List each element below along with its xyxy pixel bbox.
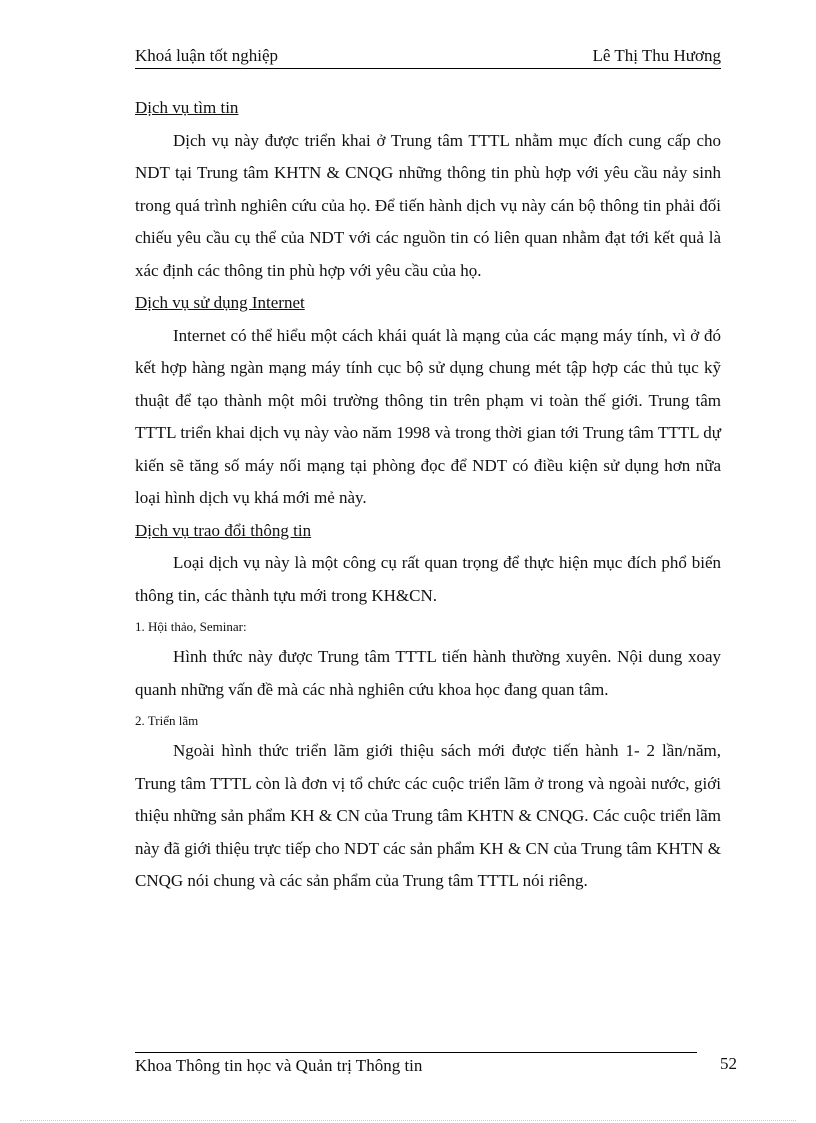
subsection-heading-seminar: 1. Hội thảo, Seminar:: [135, 619, 247, 634]
header-thesis-title: Khoá luận tốt nghiệp: [135, 46, 279, 65]
section-heading-exchange-service: Dịch vụ trao đổi thông tin: [135, 520, 312, 540]
section-paragraph-search-service: Dịch vụ này được triển khai ở Trung tâm TTTL nhằm mục đích cung cấp cho NDT tại Trung tâm KHTN & CNQG những thông tin phù hợp với yêu cầu nảy sinh trong quá trình nghiên cứu của họ. Để tiến hành dịch vụ này cán bộ thông tin phải đối chiếu yêu cầu cụ thể của NDT với các nguồn tin có liên quan nhằm đạt tới kết quả là xác định các thông tin phù hợp với yêu cầu của họ.: [135, 130, 721, 280]
footer-faculty-name: Khoa Thông tin học và Quản trị Thông tin: [135, 1056, 423, 1075]
subsection-paragraph-exhibition: Ngoài hình thức triển lãm giới thiệu sách mới được tiến hành 1- 2 lần/năm, Trung tâm TTTL còn là đơn vị tổ chức các cuộc triển lãm ở trong và ngoài nước, giới thiệu những sản phẩm KH & CN của Trung tâm KHTN & CNQG. Các cuộc triển lãm này đã giới thiệu trực tiếp cho NDT các sản phẩm KH & CN của Trung tâm KHTN & CNQG nói chung và các sản phẩm của Trung tâm TTTL nói riêng.: [135, 741, 721, 890]
subsection-heading-exhibition: 2. Triển lãm: [135, 713, 199, 728]
section-paragraph-internet-service: Internet có thể hiểu một cách khái quát là mạng của các mạng máy tính, vì ở đó kết hợp hàng ngàn mạng máy tính cục bộ sử dụng chung mét tập hợp các thủ tục kỹ thuật để tạo thành một môi trường thông tin trên phạm vi toàn thế giới. Trung tâm TTTL triển khai dịch vụ này vào năm 1998 và trong thời gian tới Trung tâm TTTL dự kiến sẽ tăng số máy nối mạng tại phòng đọc để NDT có điều kiện sử dụng hơn nữa loại hình dịch vụ khá mới mẻ này.: [135, 325, 721, 507]
header-author-name: Lê Thị Thu Hương: [592, 46, 721, 65]
page-bottom-border: [20, 1120, 796, 1121]
section-paragraph-exchange-service: Loại dịch vụ này là một công cụ rất quan trọng để thực hiện mục đích phổ biến thông tin, các thành tựu mới trong KH&CN.: [135, 553, 721, 605]
subsection-paragraph-seminar: Hình thức này được Trung tâm TTTL tiến hành thường xuyên. Nội dung xoay quanh những vấn đề mà các nhà nghiên cứu khoa học đang quan tâm.: [135, 647, 721, 699]
page-header: [135, 44, 721, 69]
page-number: 52: [720, 1054, 737, 1073]
section-heading-search-service: Dịch vụ tìm tin: [135, 98, 239, 117]
section-heading-internet-service: Dịch vụ sử dụng Internet: [135, 293, 305, 312]
footer-divider: [135, 1052, 697, 1053]
page-body: [135, 92, 721, 898]
